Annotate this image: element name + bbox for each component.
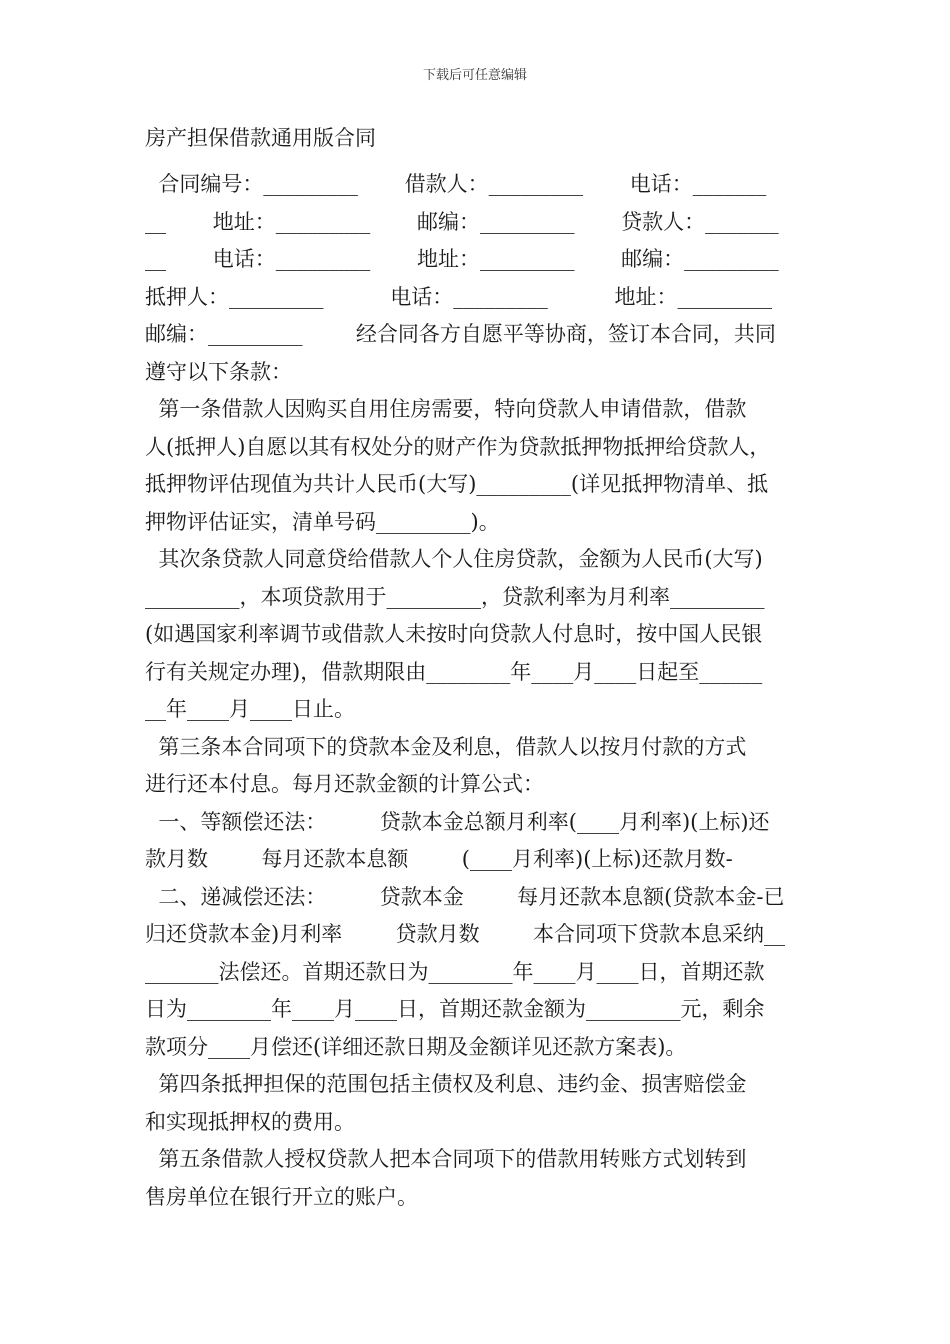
- contract-line: _______法偿还。首期还款日为________年____月____日，首期还款: [145, 959, 765, 984]
- contract-line: _________，本项贷款用于_________，贷款利率为月利率_________: [145, 584, 765, 609]
- contract-line: 款项分____月偿还(详细还款日期及金额详见还款方案表)。: [145, 1034, 687, 1059]
- contract-line: 一、等额偿还法： 贷款本金总额月利率(____月利率)(上标)还: [145, 809, 770, 834]
- contract-line: 二、递减偿还法： 贷款本金 每月还款本息额(贷款本金-已: [145, 884, 785, 909]
- contract-line: 第三条本合同项下的贷款本金及利息，借款人以按月付款的方式: [145, 734, 747, 759]
- contract-line: 售房单位在银行开立的账户。: [145, 1184, 418, 1209]
- contract-line: 押物评估证实，清单号码_________)。: [145, 509, 500, 534]
- contract-line: __年____月____日止。: [145, 697, 355, 721]
- document-title: 房产担保借款通用版合同: [145, 126, 376, 150]
- contract-line: (如遇国家利率调节或借款人未按时向贷款人付息时，按中国人民银: [145, 622, 763, 646]
- contract-text: [145, 166, 807, 1216]
- contract-line: 邮编：_________ 经合同各方自愿平等协商，签订本合同，共同: [145, 322, 776, 346]
- title-spacer: [145, 154, 807, 166]
- contract-line: 第四条抵押担保的范围包括主债权及利息、违约金、损害赔偿金: [145, 1072, 747, 1096]
- contract-line: 第一条借款人因购买自用住房需要，特向贷款人申请借款，借款: [145, 397, 747, 421]
- contract-line: 抵押物评估现值为共计人民币(大写)_________(详见抵押物清单、抵: [145, 472, 769, 496]
- contract-line: 款月数 每月还款本息额 (____月利率)(上标)还款月数-: [145, 847, 733, 871]
- contract-line: 遵守以下条款：: [145, 359, 292, 384]
- contract-line: __ 地址：_________ 邮编：_________ 贷款人：_______: [145, 209, 779, 234]
- contract-line: 合同编号：_________ 借款人：_________ 电话：_______: [145, 172, 767, 196]
- contract-line: 进行还本付息。每月还款金额的计算公式：: [145, 772, 544, 796]
- contract-line: __ 电话：_________ 地址：_________ 邮编：_________: [145, 247, 779, 271]
- contract-line: 其次条贷款人同意贷给借款人个人住房贷款，金额为人民币(大写): [145, 547, 763, 571]
- contract-line: 第五条借款人授权贷款人把本合同项下的借款用转账方式划转到: [145, 1147, 747, 1171]
- page-header-note: 下载后可任意编辑: [422, 68, 527, 83]
- contract-line: 抵押人：_________ 电话：_________ 地址：_________: [145, 284, 773, 309]
- contract-line: 人(抵押人)自愿以其有权处分的财产作为贷款抵押物抵押给贷款人，: [145, 434, 771, 459]
- contract-line: 日为________年____月____日，首期还款金额为_________元，剩余: [145, 997, 765, 1021]
- contract-line: 归还贷款本金)月利率 贷款月数 本合同项下贷款本息采纳__: [145, 922, 785, 946]
- document-body: [145, 122, 807, 1216]
- contract-line: 和实现抵押权的费用。: [145, 1109, 355, 1134]
- contract-line: 行有关规定办理)，借款期限由________年____月____日起至______: [145, 659, 763, 684]
